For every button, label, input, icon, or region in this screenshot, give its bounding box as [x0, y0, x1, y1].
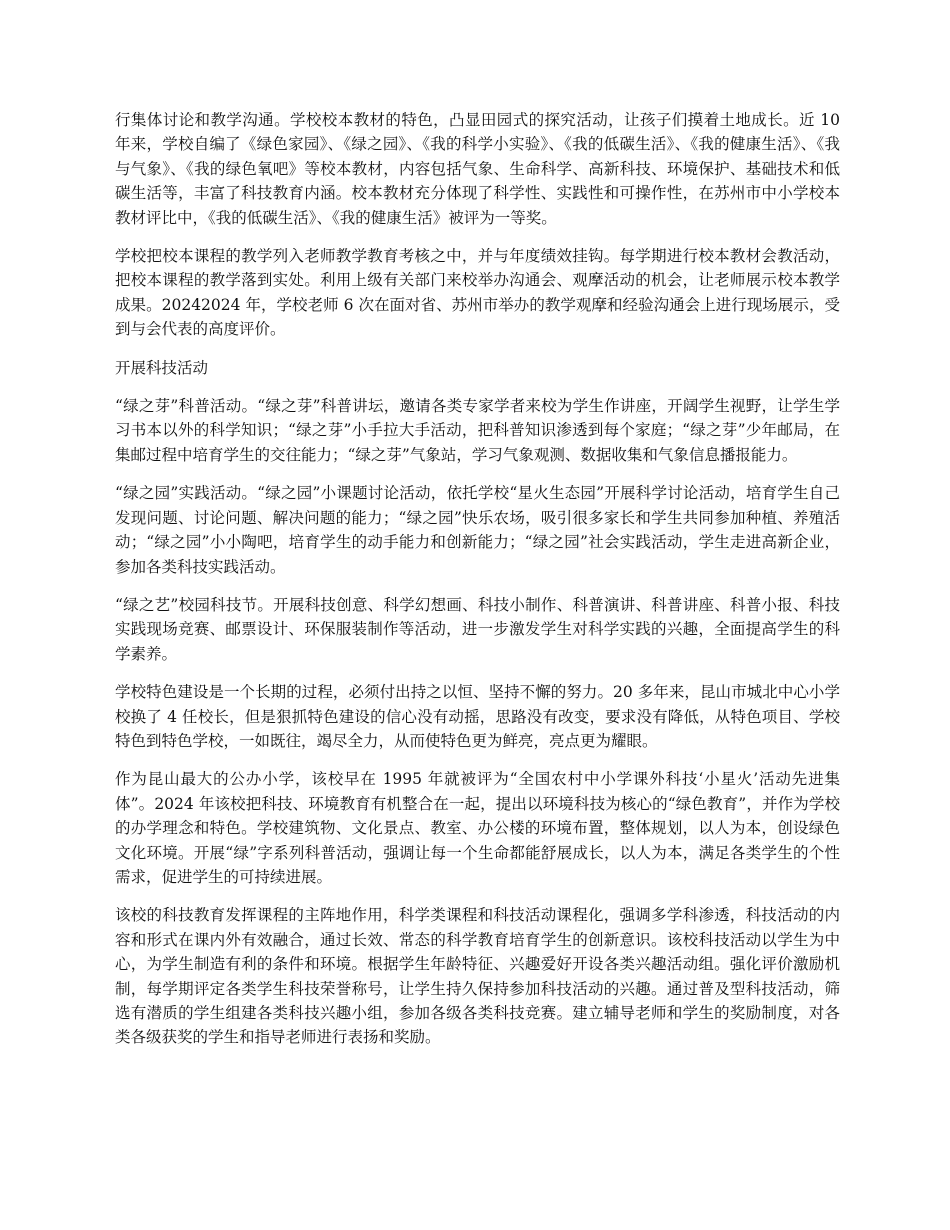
- document-body: [115, 108, 840, 1064]
- paragraph-curriculum-role: 该校的科技教育发挥课程的主阵地作用，科学类课程和科技活动课程化，强调多学科渗透，科技活动的内容和形式在课内外有效融合，通过长效、常态的科学教育培育学生的创新意识。该校科技活动以学生为中心，为学生制造有利的条件和环境。根据学生年龄特征、兴趣爱好开设各类兴趣活动组。强化评价激励机制，每学期评定各类学生科技荣誉称号，让学生持久保持参加科技活动的兴趣。通过普及型科技活动，筛选有潜质的学生组建各类科技兴趣小组，参加各级各类科技竞赛。建立辅导老师和学生的奖励制度，对各类各级获奖的学生和指导老师进行表扬和奖励。: [115, 906, 840, 1047]
- paragraph-lvzhiya: “绿之芽”科普活动。“绿之芽”科普讲坛，邀请各类专家学者来校为学生作讲座，开阔学生视野，让学生学习书本以外的科学知识；“绿之芽”小手拉大手活动，把科普知识渗透到每个家庭；“绿之芽”少年邮局，在集邮过程中培育学生的交往能力；“绿之芽”气象站，学习气象观测、数据收集和气象信息播报能力。: [115, 397, 840, 464]
- section-heading-activities: 开展科技活动: [115, 358, 209, 377]
- paragraph-lvzhiyuan: “绿之园”实践活动。“绿之园”小课题讨论活动，依托学校“星火生态园”开展科学讨论活动，培育学生自己发现问题、讨论问题、解决问题的能力；“绿之园”快乐农场，吸引很多家长和学生共同参加种植、养殖活动；“绿之园”小小陶吧，培育学生的动手能力和创新能力；“绿之园”社会实践活动，学生走进高新企业，参加各类科技实践活动。: [115, 484, 840, 576]
- paragraph-lvzhiyi: “绿之艺”校园科技节。开展科技创意、科学幻想画、科技小制作、科普演讲、科普讲座、科普小报、科技实践现场竞赛、邮票设计、环保服装制作等活动，进一步激发学生对科学实践的兴趣，全面提高学生的科学素养。: [115, 595, 840, 663]
- paragraph-long-term: 学校特色建设是一个长期的过程，必须付出持之以恒、坚持不懈的努力。20 多年来，昆山市城北中心小学校换了 4 任校长，但是狠抓特色建设的信心没有动摇，思路没有改变，要求没有降低，从特色项目、学校特色到特色学校，一如既往，竭尽全力，从而使特色更为鲜亮，亮点更为耀眼。: [115, 683, 840, 750]
- paragraph-textbooks: 行集体讨论和教学沟通。学校校本教材的特色，凸显田园式的探究活动，让孩子们摸着土地成长。近 10 年来，学校自编了《绿色家园》、《绿之园》、《我的科学小实验》、《我的低碳生活》、《我的健康生活》、《我与气象》、《我的绿色氧吧》等校本教材，内容包括气象、生命科学、高新科技、环境保护、基础技术和低碳生活等，丰富了科技教育内涵。校本教材充分体现了科学性、实践性和可操作性，在苏州市中小学校本教材评比中，《我的低碳生活》、《我的健康生活》被评为一等奖。: [115, 111, 840, 227]
- paragraph-green-education: 作为昆山最大的公办小学，该校早在 1995 年就被评为“全国农村中小学课外科技‘小星火’活动先进集体”。2024 年该校把科技、环境教育有机整合在一起，提出以环境科技为核心的“绿色教育”，并作为学校的办学理念和特色。学校建筑物、文化景点、教室、办公楼的环境布置，整体规划，以人为本，创设绿色文化环境。开展“绿”字系列科普活动，强调让每一个生命都能舒展成长，以人为本，满足各类学生的个性需求，促进学生的可持续进展。: [115, 770, 840, 886]
- paragraph-curriculum: 学校把校本课程的教学列入老师教学教育考核之中，并与年度绩效挂钩。每学期进行校本教材会教活动，把校本课程的教学落到实处。利用上级有关部门来校举办沟通会、观摩活动的机会，让老师展示校本教学成果。20242024 年，学校老师 6 次在面对省、苏州市举办的教学观摩和经验沟通会上进行现场展示，受到与会代表的高度评价。: [115, 247, 840, 339]
